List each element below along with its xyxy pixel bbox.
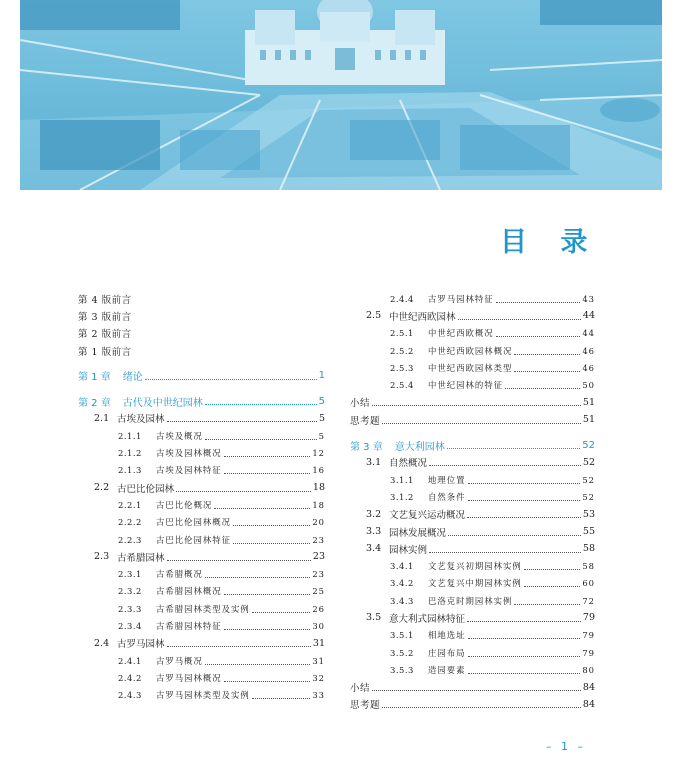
toc-entry-title: 造园要素 [428, 664, 466, 675]
toc-entry-title: 中世纪西欧园林概况 [428, 345, 513, 356]
toc-entry-title: 文艺复兴运动概况 [389, 510, 466, 522]
toc-misc-entry[interactable] [350, 696, 595, 713]
toc-entry-number: 3.4.2 [390, 578, 414, 589]
toc-entry-number: 2.5.3 [390, 362, 414, 373]
toc-right-column [350, 290, 595, 713]
toc-dot-leader [252, 611, 311, 613]
toc-entry-page: 50 [582, 380, 595, 391]
toc-entry-title: 古巴比伦园林概况 [156, 517, 231, 528]
toc-entry-title: 古埃及园林 [117, 414, 165, 426]
toc-entry-number: 2.3.3 [118, 603, 142, 614]
toc-dot-leader [224, 680, 311, 682]
toc-dot-leader [496, 335, 581, 337]
toc-entry-number: 3.2 [366, 508, 382, 520]
toc-entry-number: 2.4.2 [118, 672, 142, 683]
toc-entry-number: 3.1.1 [390, 474, 414, 485]
toc-dot-leader [429, 551, 581, 553]
toc-entry-title: 小结 [350, 398, 371, 410]
toc-entry-title: 古希腊园林特征 [156, 620, 222, 631]
toc-entry-title: 文艺复兴中期园林实例 [428, 578, 522, 589]
toc-sub-entry[interactable] [350, 376, 595, 393]
toc-entry-page: 43 [582, 293, 595, 304]
toc-dot-leader [167, 420, 317, 422]
toc-entry-number: 2.5.1 [390, 328, 414, 339]
toc-entry-number: 2.5.4 [390, 380, 414, 391]
toc-sub-entry[interactable] [78, 462, 325, 479]
toc-entry-page: 53 [582, 508, 595, 520]
toc-entry-number: 2.3.4 [118, 620, 142, 631]
toc-entry-number: 2.1 [94, 412, 110, 424]
toc-chapter-entry[interactable] [350, 436, 595, 453]
toc-sub-entry[interactable] [78, 600, 325, 617]
toc-entry-page: 20 [312, 517, 325, 528]
toc-entry-number: 3.5 [366, 612, 382, 624]
toc-entry-page: 25 [312, 586, 325, 597]
toc-sub-entry[interactable] [78, 687, 325, 704]
toc-entry-number: 2.5 [366, 310, 382, 322]
toc-entry-page: 31 [312, 655, 325, 666]
toc-sub-entry[interactable] [78, 669, 325, 686]
toc-entry-title: 文艺复兴初期园林实例 [428, 561, 522, 572]
toc-entry-page: 44 [582, 310, 595, 322]
toc-entry-number: 2.3 [94, 551, 110, 563]
toc-entry-title: 意大利式园林特征 [389, 613, 466, 625]
toc-entry-number: 3.5.3 [390, 664, 414, 675]
toc-dot-leader [167, 645, 311, 647]
toc-sub-entry[interactable] [350, 359, 595, 376]
toc-sub-entry[interactable] [78, 583, 325, 600]
toc-misc-entry[interactable] [350, 679, 595, 696]
toc-entry-title: 古希腊园林 [117, 552, 165, 564]
toc-dot-leader [382, 422, 581, 424]
toc-entry-page: 55 [582, 526, 595, 537]
toc-entry-number: 2.2.3 [118, 534, 142, 545]
toc-entry-title: 第 4 版前言 [78, 294, 132, 306]
toc-sub-entry[interactable] [350, 342, 595, 359]
toc-entry-number: 2.4 [94, 637, 110, 649]
toc-entry-page: 23 [312, 569, 325, 580]
toc-dot-leader [233, 524, 310, 526]
toc-dot-leader [252, 697, 311, 699]
toc-entry-number: 3.4 [366, 543, 382, 555]
toc-entry-title: 古希腊园林类型及实例 [156, 603, 250, 614]
toc-dot-leader [224, 455, 311, 457]
toc-entry-number: 第 1 章 [78, 372, 111, 384]
toc-entry-number: 2.4.4 [390, 293, 414, 304]
toc-sub-entry[interactable] [350, 557, 595, 574]
toc-entry-page: 84 [582, 681, 595, 693]
toc-entry-title: 古巴比伦概况 [156, 499, 213, 510]
toc-section-entry[interactable] [350, 307, 595, 324]
toc-section-entry[interactable] [350, 609, 595, 626]
toc-entry-title: 思考题 [350, 700, 381, 712]
toc-entry-title: 古希腊概况 [156, 569, 203, 580]
toc-entry-page: 18 [312, 499, 325, 510]
toc-spacer [78, 384, 325, 392]
toc-entry-page: 5 [318, 430, 325, 441]
toc-dot-leader [448, 534, 581, 536]
toc-sub-entry[interactable] [78, 652, 325, 669]
toc-entry-title: 思考题 [350, 415, 381, 427]
toc-spacer [350, 428, 595, 436]
toc-entry-title: 古罗马园林概况 [156, 672, 222, 683]
toc-dot-leader [224, 472, 311, 474]
toc-entry-number: 3.1.2 [390, 491, 414, 502]
toc-entry-page: 26 [312, 603, 325, 614]
toc-entry-title: 自然概况 [389, 458, 428, 470]
toc-dot-leader [205, 576, 310, 578]
toc-section-entry[interactable] [350, 523, 595, 540]
toc-sub-entry[interactable] [78, 444, 325, 461]
toc-entry-title: 古罗马园林类型及实例 [156, 690, 250, 701]
toc-entry-page: 52 [582, 456, 595, 468]
toc-entry-title: 地理位置 [428, 474, 466, 485]
toc-entry-title: 庄园布局 [428, 647, 466, 658]
toc-sub-entry[interactable] [350, 661, 595, 678]
toc-entry-page: 5 [318, 412, 325, 424]
toc-entry-page: 44 [582, 328, 595, 339]
toc-entry-title: 巴洛克时期园林实例 [428, 595, 513, 606]
toc-entry-page: 60 [582, 578, 595, 589]
toc-entry-title: 第 1 版前言 [78, 346, 132, 358]
toc-entry-page: 16 [312, 465, 325, 476]
toc-section-entry[interactable] [350, 506, 595, 523]
toc-entry-title: 园林实例 [389, 544, 428, 556]
toc-entry-title: 中世纪西欧概况 [428, 328, 494, 339]
toc-dot-leader [372, 689, 581, 691]
toc-dot-leader [467, 620, 581, 622]
toc-entry-page: 58 [582, 543, 595, 555]
toc-entry-number: 2.1.1 [118, 430, 142, 441]
toc-entry-page: 80 [582, 664, 595, 675]
toc-entry-page: 72 [582, 595, 595, 606]
toc-dot-leader [468, 637, 581, 639]
toc-entry-title: 古希腊园林概况 [156, 586, 222, 597]
toc-entry-number: 2.2 [94, 482, 110, 494]
toc-dot-leader [447, 447, 581, 449]
toc-entry-title: 古代及中世纪园林 [122, 397, 203, 409]
toc-entry-title: 古巴比伦园林特征 [156, 534, 231, 545]
toc-chapter-entry[interactable] [78, 392, 325, 409]
toc-dot-leader [514, 603, 580, 605]
toc-entry-number: 3.4.1 [390, 561, 414, 572]
toc-entry-page: 52 [582, 474, 595, 485]
toc-entry-title: 中世纪西欧园林 [389, 311, 456, 323]
toc-entry-page: 18 [312, 482, 325, 494]
toc-dot-leader [214, 507, 310, 509]
toc-entry-number: 2.4.1 [118, 655, 142, 666]
toc-spacer [78, 359, 325, 367]
toc-dot-leader [468, 499, 581, 501]
toc-dot-leader [524, 568, 581, 570]
toc-dot-leader [468, 672, 581, 674]
chateau-building [245, 0, 445, 85]
toc-entry-number: 2.2.2 [118, 517, 142, 528]
toc-entry-title: 绪论 [122, 372, 143, 384]
toc-dot-leader [382, 706, 581, 708]
toc-dot-leader [205, 663, 310, 665]
toc-entry-number: 3.3 [366, 526, 382, 537]
chateau-garden-illustration [20, 0, 662, 190]
toc-chapter-entry[interactable] [78, 367, 325, 384]
toc-entry-page: 5 [318, 395, 325, 407]
toc-entry-number: 第 2 章 [78, 397, 111, 409]
toc-entry-title: 古罗马概况 [156, 655, 203, 666]
toc-entry-title: 园林发展概况 [389, 527, 447, 539]
toc-entry-page: 51 [582, 396, 595, 408]
toc-dot-leader [505, 387, 580, 389]
toc-entry-page: 79 [582, 630, 595, 641]
toc-section-entry[interactable] [78, 635, 325, 652]
toc-entry-page: 79 [582, 612, 595, 624]
toc-sub-entry[interactable] [350, 627, 595, 644]
toc-dot-leader [496, 301, 581, 303]
toc-entry-number: 2.4.3 [118, 690, 142, 701]
toc-sub-entry[interactable] [78, 565, 325, 582]
toc-entry-page: 52 [582, 439, 595, 451]
toc-dot-leader [233, 542, 310, 544]
toc-sub-entry[interactable] [350, 644, 595, 661]
toc-entry-title: 第 2 版前言 [78, 329, 132, 341]
toc-dot-leader [467, 516, 581, 518]
toc-preface-entry[interactable] [78, 342, 325, 359]
toc-entry-page: 84 [582, 698, 595, 710]
toc-dot-leader [224, 593, 311, 595]
toc-sub-entry[interactable] [350, 592, 595, 609]
toc-section-entry[interactable] [78, 548, 325, 565]
toc-entry-number: 3.5.1 [390, 630, 414, 641]
toc-dot-leader [167, 559, 311, 561]
toc-sub-entry[interactable] [350, 325, 595, 342]
toc-sub-entry[interactable] [78, 531, 325, 548]
toc-entry-page: 30 [312, 620, 325, 631]
toc-entry-number: 2.5.2 [390, 345, 414, 356]
toc-dot-leader [514, 370, 580, 372]
toc-entry-number: 第 3 章 [350, 441, 383, 453]
toc-sub-entry[interactable] [78, 427, 325, 444]
toc-entry-number: 2.1.3 [118, 465, 142, 476]
toc-sub-entry[interactable] [78, 617, 325, 634]
toc-sub-entry[interactable] [350, 488, 595, 505]
toc-entry-page: 51 [582, 414, 595, 426]
toc-dot-leader [176, 490, 311, 492]
toc-dot-leader [468, 482, 581, 484]
toc-entry-page: 58 [582, 561, 595, 572]
toc-sub-entry[interactable] [78, 514, 325, 531]
toc-section-entry[interactable] [350, 454, 595, 471]
toc-sub-entry[interactable] [350, 575, 595, 592]
toc-dot-leader [372, 404, 581, 406]
toc-preface-entry[interactable] [78, 290, 325, 307]
toc-entry-title: 古巴比伦园林 [117, 483, 175, 495]
toc-entry-title: 古埃及概况 [156, 430, 203, 441]
toc-entry-title: 古罗马园林 [117, 639, 165, 651]
page-number: – 1 – [546, 740, 586, 753]
toc-misc-entry[interactable] [350, 394, 595, 411]
toc-preface-entry[interactable] [78, 325, 325, 342]
toc-section-entry[interactable] [78, 479, 325, 496]
toc-entry-title: 中世纪园林的特征 [428, 380, 503, 391]
toc-entry-number: 3.5.2 [390, 647, 414, 658]
toc-entry-number: 2.3.1 [118, 569, 142, 580]
page-title: 目 录 [500, 227, 600, 258]
toc-entry-title: 第 3 版前言 [78, 311, 132, 323]
toc-preface-entry[interactable] [78, 307, 325, 324]
toc-misc-entry[interactable] [350, 411, 595, 428]
header-banner-image [20, 0, 662, 190]
toc-entry-title: 古埃及园林概况 [156, 448, 222, 459]
toc-entry-title: 古罗马园林特征 [428, 293, 494, 304]
toc-entry-title: 自然条件 [428, 491, 466, 502]
toc-entry-page: 79 [582, 647, 595, 658]
toc-dot-leader [468, 655, 581, 657]
toc-dot-leader [145, 378, 317, 380]
toc-entry-title: 中世纪西欧园林类型 [428, 362, 513, 373]
toc-dot-leader [458, 318, 581, 320]
toc-dot-leader [224, 628, 311, 630]
toc-section-entry[interactable] [350, 540, 595, 557]
toc-entry-page: 46 [582, 345, 595, 356]
toc-sub-entry[interactable] [350, 290, 595, 307]
toc-entry-page: 31 [312, 637, 325, 649]
toc-entry-page: 32 [312, 672, 325, 683]
toc-dot-leader [514, 353, 580, 355]
toc-entry-number: 2.3.2 [118, 586, 142, 597]
toc-entry-number: 2.1.2 [118, 448, 142, 459]
toc-entry-title: 小结 [350, 683, 371, 695]
toc-entry-number: 3.4.3 [390, 595, 414, 606]
toc-sub-entry[interactable] [78, 496, 325, 513]
toc-dot-leader [205, 403, 317, 405]
toc-entry-title: 古埃及园林特征 [156, 465, 222, 476]
toc-entry-page: 23 [312, 534, 325, 545]
toc-entry-number: 2.2.1 [118, 499, 142, 510]
toc-dot-leader [524, 585, 581, 587]
toc-entry-page: 12 [312, 448, 325, 459]
toc-dot-leader [429, 464, 581, 466]
toc-entry-title: 相地选址 [428, 630, 466, 641]
toc-left-column [78, 290, 325, 704]
toc-section-entry[interactable] [78, 410, 325, 427]
toc-entry-page: 52 [582, 491, 595, 502]
toc-entry-page: 33 [312, 690, 325, 701]
toc-entry-page: 23 [312, 551, 325, 563]
toc-entry-page: 46 [582, 362, 595, 373]
toc-entry-number: 3.1 [366, 456, 382, 468]
toc-entry-page: 1 [318, 370, 325, 382]
toc-sub-entry[interactable] [350, 471, 595, 488]
toc-entry-title: 意大利园林 [394, 441, 445, 453]
toc-dot-leader [205, 438, 317, 440]
